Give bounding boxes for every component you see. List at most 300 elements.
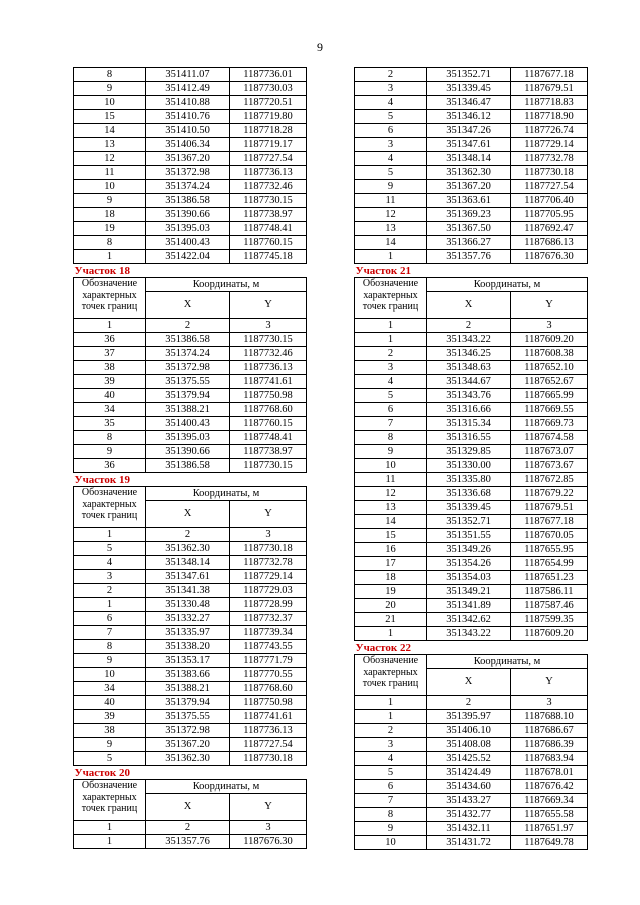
y-coordinate-cell: 1187768.60 [230, 403, 307, 417]
table-row [355, 585, 588, 599]
y-coordinate-cell: 1187729.03 [230, 584, 307, 598]
y-coordinate-cell: 1187677.18 [511, 68, 588, 82]
point-number-cell: 11 [74, 166, 146, 180]
point-number-cell: 8 [74, 236, 146, 250]
point-number-cell: 3 [355, 361, 427, 375]
x-coordinate-cell: 351367.50 [427, 222, 511, 236]
table-row [355, 68, 588, 82]
table-row [74, 445, 307, 459]
x-coordinate-cell: 351432.77 [427, 808, 511, 822]
header-row [355, 655, 588, 669]
point-number-cell: 9 [74, 445, 146, 459]
designation-header-line2: характерных точек границ [81, 791, 138, 814]
column-number-1: 1 [355, 319, 427, 333]
point-number-cell: 11 [355, 194, 427, 208]
y-coordinate-cell: 1187730.03 [230, 82, 307, 96]
x-coordinate-cell: 351348.14 [146, 556, 230, 570]
designation-header [355, 278, 427, 319]
y-coordinate-cell: 1187651.23 [511, 571, 588, 585]
table-row [74, 696, 307, 710]
y-coordinate-cell: 1187608.38 [511, 347, 588, 361]
y-coordinate-cell: 1187736.13 [230, 166, 307, 180]
point-number-cell: 3 [74, 570, 146, 584]
y-coordinate-cell: 1187609.20 [511, 627, 588, 641]
x-coordinate-cell: 351410.50 [146, 124, 230, 138]
y-coordinate-cell: 1187665.99 [511, 389, 588, 403]
y-coordinate-cell: 1187652.10 [511, 361, 588, 375]
point-number-cell: 7 [74, 626, 146, 640]
x-coordinate-cell: 351379.94 [146, 696, 230, 710]
right-table-body [355, 68, 588, 850]
point-number-cell: 8 [74, 68, 146, 82]
designation-header-line2: характерных точек границ [362, 289, 419, 312]
x-header: X [146, 292, 230, 319]
table-row [74, 668, 307, 682]
y-coordinate-cell: 1187678.01 [511, 766, 588, 780]
table-row [74, 710, 307, 724]
point-number-cell: 1 [74, 250, 146, 264]
point-number-cell: 38 [74, 724, 146, 738]
point-number-cell: 5 [355, 389, 427, 403]
section-title: Участок 22 [355, 641, 412, 654]
y-coordinate-cell: 1187655.95 [511, 543, 588, 557]
y-coordinate-cell: 1187748.41 [230, 431, 307, 445]
table-row [355, 613, 588, 627]
column-number-1: 1 [355, 696, 427, 710]
x-coordinate-cell: 351357.76 [146, 835, 230, 849]
point-number-cell: 40 [74, 696, 146, 710]
table-row [355, 627, 588, 641]
designation-header [74, 487, 146, 528]
x-coordinate-cell: 351372.98 [146, 166, 230, 180]
table-row [74, 194, 307, 208]
column-number-row [74, 821, 307, 835]
column-number-2: 2 [427, 319, 511, 333]
table-row [74, 612, 307, 626]
y-coordinate-cell: 1187726.74 [511, 124, 588, 138]
table-row [355, 822, 588, 836]
x-coordinate-cell: 351339.45 [427, 501, 511, 515]
y-coordinate-cell: 1187676.42 [511, 780, 588, 794]
point-number-cell: 9 [355, 822, 427, 836]
y-coordinate-cell: 1187587.46 [511, 599, 588, 613]
section-title: Участок 18 [74, 264, 131, 277]
x-coordinate-cell: 351316.66 [427, 403, 511, 417]
x-header: X [427, 292, 511, 319]
x-coordinate-cell: 351343.76 [427, 389, 511, 403]
point-number-cell: 1 [355, 333, 427, 347]
designation-header [355, 655, 427, 696]
x-coordinate-cell: 351341.38 [146, 584, 230, 598]
y-coordinate-cell: 1187673.07 [511, 445, 588, 459]
table-row [355, 138, 588, 152]
table-row [355, 501, 588, 515]
y-coordinate-cell: 1187732.78 [230, 556, 307, 570]
y-coordinate-cell: 1187741.61 [230, 375, 307, 389]
table-row [355, 152, 588, 166]
point-number-cell: 1 [355, 250, 427, 264]
x-coordinate-cell: 351383.66 [146, 668, 230, 682]
y-coordinate-cell: 1187692.47 [511, 222, 588, 236]
x-coordinate-cell: 351433.27 [427, 794, 511, 808]
x-coordinate-cell: 351372.98 [146, 724, 230, 738]
point-number-cell: 9 [355, 445, 427, 459]
y-coordinate-cell: 1187679.51 [511, 82, 588, 96]
column-number-3: 3 [230, 821, 307, 835]
x-coordinate-cell: 351424.49 [427, 766, 511, 780]
x-coordinate-cell: 351434.60 [427, 780, 511, 794]
y-coordinate-cell: 1187686.67 [511, 724, 588, 738]
x-coordinate-cell: 351330.48 [146, 598, 230, 612]
y-coordinate-cell: 1187672.85 [511, 473, 588, 487]
table-row [355, 529, 588, 543]
y-coordinate-cell: 1187676.30 [511, 250, 588, 264]
point-number-cell: 8 [74, 640, 146, 654]
table-row [74, 626, 307, 640]
table-row [74, 431, 307, 445]
table-row [355, 375, 588, 389]
x-coordinate-cell: 351348.14 [427, 152, 511, 166]
x-coordinate-cell: 351374.24 [146, 347, 230, 361]
y-coordinate-cell: 1187738.97 [230, 445, 307, 459]
x-coordinate-cell: 351390.66 [146, 445, 230, 459]
point-number-cell: 7 [355, 794, 427, 808]
x-coordinate-cell: 351375.55 [146, 710, 230, 724]
section-title-row [74, 473, 307, 487]
y-coordinate-cell: 1187669.73 [511, 417, 588, 431]
point-number-cell: 10 [355, 836, 427, 850]
y-coordinate-cell: 1187730.15 [230, 459, 307, 473]
table-row [355, 236, 588, 250]
table-row [355, 96, 588, 110]
point-number-cell: 2 [355, 347, 427, 361]
y-coordinate-cell: 1187760.15 [230, 417, 307, 431]
table-row [355, 250, 588, 264]
point-number-cell: 18 [74, 208, 146, 222]
coordinates-header: Координаты, м [427, 278, 588, 292]
point-number-cell: 13 [74, 138, 146, 152]
x-coordinate-cell: 351357.76 [427, 250, 511, 264]
point-number-cell: 14 [74, 124, 146, 138]
table-row [74, 752, 307, 766]
table-row [74, 724, 307, 738]
x-coordinate-cell: 351432.11 [427, 822, 511, 836]
x-coordinate-cell: 351347.61 [146, 570, 230, 584]
y-header: Y [230, 501, 307, 528]
y-coordinate-cell: 1187729.14 [511, 138, 588, 152]
header-row [74, 487, 307, 501]
point-number-cell: 12 [355, 208, 427, 222]
x-coordinate-cell: 351339.45 [427, 82, 511, 96]
right-column [354, 67, 587, 850]
point-number-cell: 34 [74, 403, 146, 417]
y-coordinate-cell: 1187670.05 [511, 529, 588, 543]
point-number-cell: 10 [74, 96, 146, 110]
column-number-row [355, 319, 588, 333]
point-number-cell: 1 [355, 627, 427, 641]
designation-header-line1: Обозначение [81, 780, 138, 791]
table-row [74, 166, 307, 180]
y-coordinate-cell: 1187750.98 [230, 389, 307, 403]
point-number-cell: 18 [355, 571, 427, 585]
x-coordinate-cell: 351412.49 [146, 82, 230, 96]
table-row [355, 445, 588, 459]
designation-header-line1: Обозначение [81, 487, 138, 498]
table-row [355, 82, 588, 96]
x-coordinate-cell: 351386.58 [146, 333, 230, 347]
point-number-cell: 8 [355, 431, 427, 445]
x-coordinate-cell: 351329.85 [427, 445, 511, 459]
y-coordinate-cell: 1187741.61 [230, 710, 307, 724]
x-coordinate-cell: 351346.47 [427, 96, 511, 110]
y-coordinate-cell: 1187686.13 [511, 236, 588, 250]
point-number-cell: 2 [355, 68, 427, 82]
y-coordinate-cell: 1187727.54 [511, 180, 588, 194]
point-number-cell: 4 [74, 556, 146, 570]
y-coordinate-cell: 1187655.58 [511, 808, 588, 822]
y-coordinate-cell: 1187677.18 [511, 515, 588, 529]
x-header: X [427, 669, 511, 696]
table-row [74, 584, 307, 598]
y-coordinate-cell: 1187651.97 [511, 822, 588, 836]
y-coordinate-cell: 1187718.83 [511, 96, 588, 110]
y-coordinate-cell: 1187705.95 [511, 208, 588, 222]
y-coordinate-cell: 1187730.18 [230, 752, 307, 766]
y-coordinate-cell: 1187768.60 [230, 682, 307, 696]
y-coordinate-cell: 1187649.78 [511, 836, 588, 850]
table-row [355, 361, 588, 375]
x-coordinate-cell: 351343.22 [427, 333, 511, 347]
table-row [74, 347, 307, 361]
y-coordinate-cell: 1187736.13 [230, 724, 307, 738]
y-coordinate-cell: 1187750.98 [230, 696, 307, 710]
table-row [355, 473, 588, 487]
x-header: X [146, 794, 230, 821]
point-number-cell: 6 [74, 612, 146, 626]
x-coordinate-cell: 351369.23 [427, 208, 511, 222]
x-coordinate-cell: 351343.22 [427, 627, 511, 641]
table-row [355, 459, 588, 473]
point-number-cell: 1 [355, 710, 427, 724]
x-coordinate-cell: 351374.24 [146, 180, 230, 194]
coordinates-header: Координаты, м [146, 278, 307, 292]
point-number-cell: 4 [355, 152, 427, 166]
table-row [74, 138, 307, 152]
table-row [74, 110, 307, 124]
table-row [355, 724, 588, 738]
table-row [355, 431, 588, 445]
designation-header-line1: Обозначение [362, 655, 419, 666]
y-coordinate-cell: 1187686.39 [511, 738, 588, 752]
x-coordinate-cell: 351349.26 [427, 543, 511, 557]
point-number-cell: 16 [355, 543, 427, 557]
table-row [355, 124, 588, 138]
point-number-cell: 19 [74, 222, 146, 236]
y-header: Y [511, 292, 588, 319]
page-number: 9 [317, 40, 323, 54]
x-coordinate-cell: 351316.55 [427, 431, 511, 445]
table-row [74, 389, 307, 403]
point-number-cell: 5 [74, 542, 146, 556]
y-coordinate-cell: 1187679.22 [511, 487, 588, 501]
y-coordinate-cell: 1187719.80 [230, 110, 307, 124]
y-coordinate-cell: 1187729.14 [230, 570, 307, 584]
y-coordinate-cell: 1187730.18 [511, 166, 588, 180]
y-coordinate-cell: 1187676.30 [230, 835, 307, 849]
point-number-cell: 38 [74, 361, 146, 375]
point-number-cell: 1 [74, 598, 146, 612]
x-header: X [146, 501, 230, 528]
table-row [355, 543, 588, 557]
y-coordinate-cell: 1187719.17 [230, 138, 307, 152]
x-coordinate-cell: 351342.62 [427, 613, 511, 627]
x-coordinate-cell: 351388.21 [146, 682, 230, 696]
point-number-cell: 10 [74, 668, 146, 682]
y-coordinate-cell: 1187586.11 [511, 585, 588, 599]
y-coordinate-cell: 1187688.10 [511, 710, 588, 724]
y-coordinate-cell: 1187730.18 [230, 542, 307, 556]
designation-header [74, 780, 146, 821]
table-row [355, 599, 588, 613]
point-number-cell: 10 [74, 180, 146, 194]
x-coordinate-cell: 351353.17 [146, 654, 230, 668]
point-number-cell: 6 [355, 780, 427, 794]
point-number-cell: 8 [74, 431, 146, 445]
x-coordinate-cell: 351395.03 [146, 222, 230, 236]
section-title-row [355, 641, 588, 655]
header-row [74, 780, 307, 794]
y-coordinate-cell: 1187718.28 [230, 124, 307, 138]
column-number-3: 3 [230, 528, 307, 542]
x-coordinate-cell: 351375.55 [146, 375, 230, 389]
left-column [73, 67, 306, 849]
x-coordinate-cell: 351362.30 [146, 752, 230, 766]
table-row [355, 403, 588, 417]
x-coordinate-cell: 351367.20 [146, 738, 230, 752]
point-number-cell: 15 [355, 529, 427, 543]
x-coordinate-cell: 351406.10 [427, 724, 511, 738]
y-coordinate-cell: 1187732.46 [230, 180, 307, 194]
point-number-cell: 6 [355, 403, 427, 417]
table-row [355, 333, 588, 347]
point-number-cell: 36 [74, 459, 146, 473]
table-row [74, 556, 307, 570]
x-coordinate-cell: 351354.03 [427, 571, 511, 585]
column-number-3: 3 [230, 319, 307, 333]
x-coordinate-cell: 351341.89 [427, 599, 511, 613]
column-number-1: 1 [74, 821, 146, 835]
point-number-cell: 14 [355, 236, 427, 250]
x-coordinate-cell: 351410.76 [146, 110, 230, 124]
point-number-cell: 4 [355, 96, 427, 110]
x-coordinate-cell: 351388.21 [146, 403, 230, 417]
table-row [74, 68, 307, 82]
point-number-cell: 5 [355, 766, 427, 780]
x-coordinate-cell: 351338.20 [146, 640, 230, 654]
x-coordinate-cell: 351425.52 [427, 752, 511, 766]
point-number-cell: 9 [74, 194, 146, 208]
table-row [355, 110, 588, 124]
table-row [74, 542, 307, 556]
table-row [74, 403, 307, 417]
designation-header [74, 278, 146, 319]
y-coordinate-cell: 1187736.01 [230, 68, 307, 82]
point-number-cell: 19 [355, 585, 427, 599]
table-row [74, 640, 307, 654]
table-row [355, 222, 588, 236]
point-number-cell: 9 [74, 738, 146, 752]
x-coordinate-cell: 351400.43 [146, 417, 230, 431]
y-coordinate-cell: 1187732.46 [230, 347, 307, 361]
point-number-cell: 5 [74, 752, 146, 766]
point-number-cell: 8 [355, 808, 427, 822]
table-row [355, 166, 588, 180]
y-coordinate-cell: 1187728.99 [230, 598, 307, 612]
y-header: Y [230, 292, 307, 319]
x-coordinate-cell: 351431.72 [427, 836, 511, 850]
point-number-cell: 1 [74, 835, 146, 849]
point-number-cell: 4 [355, 375, 427, 389]
section-title-row [74, 766, 307, 780]
y-coordinate-cell: 1187743.55 [230, 640, 307, 654]
coordinates-header: Координаты, м [427, 655, 588, 669]
designation-header-line1: Обозначение [362, 278, 419, 289]
table-row [74, 598, 307, 612]
x-coordinate-cell: 351348.63 [427, 361, 511, 375]
coordinates-header: Координаты, м [146, 487, 307, 501]
table-row [355, 347, 588, 361]
point-number-cell: 9 [355, 180, 427, 194]
column-number-2: 2 [146, 528, 230, 542]
x-coordinate-cell: 351335.80 [427, 473, 511, 487]
x-coordinate-cell: 351367.20 [427, 180, 511, 194]
x-coordinate-cell: 351351.55 [427, 529, 511, 543]
point-number-cell: 3 [355, 138, 427, 152]
table-row [355, 808, 588, 822]
x-coordinate-cell: 351335.97 [146, 626, 230, 640]
point-number-cell: 36 [74, 333, 146, 347]
y-coordinate-cell: 1187706.40 [511, 194, 588, 208]
column-number-3: 3 [511, 319, 588, 333]
header-row [355, 278, 588, 292]
table-row [355, 710, 588, 724]
y-coordinate-cell: 1187727.54 [230, 738, 307, 752]
x-coordinate-cell: 351332.27 [146, 612, 230, 626]
y-coordinate-cell: 1187760.15 [230, 236, 307, 250]
table-row [355, 417, 588, 431]
table-row [74, 222, 307, 236]
point-number-cell: 7 [355, 417, 427, 431]
x-coordinate-cell: 351406.34 [146, 138, 230, 152]
coordinates-header: Координаты, м [146, 780, 307, 794]
point-number-cell: 13 [355, 222, 427, 236]
y-coordinate-cell: 1187673.67 [511, 459, 588, 473]
point-number-cell: 10 [355, 459, 427, 473]
table-row [74, 250, 307, 264]
point-number-cell: 2 [355, 724, 427, 738]
x-coordinate-cell: 351395.97 [427, 710, 511, 724]
y-coordinate-cell: 1187727.54 [230, 152, 307, 166]
column-number-2: 2 [427, 696, 511, 710]
point-number-cell: 35 [74, 417, 146, 431]
x-coordinate-cell: 351352.71 [427, 515, 511, 529]
point-number-cell: 4 [355, 752, 427, 766]
y-coordinate-cell: 1187654.99 [511, 557, 588, 571]
table-row [355, 780, 588, 794]
y-coordinate-cell: 1187730.15 [230, 194, 307, 208]
x-coordinate-cell: 351386.58 [146, 459, 230, 473]
point-number-cell: 12 [355, 487, 427, 501]
